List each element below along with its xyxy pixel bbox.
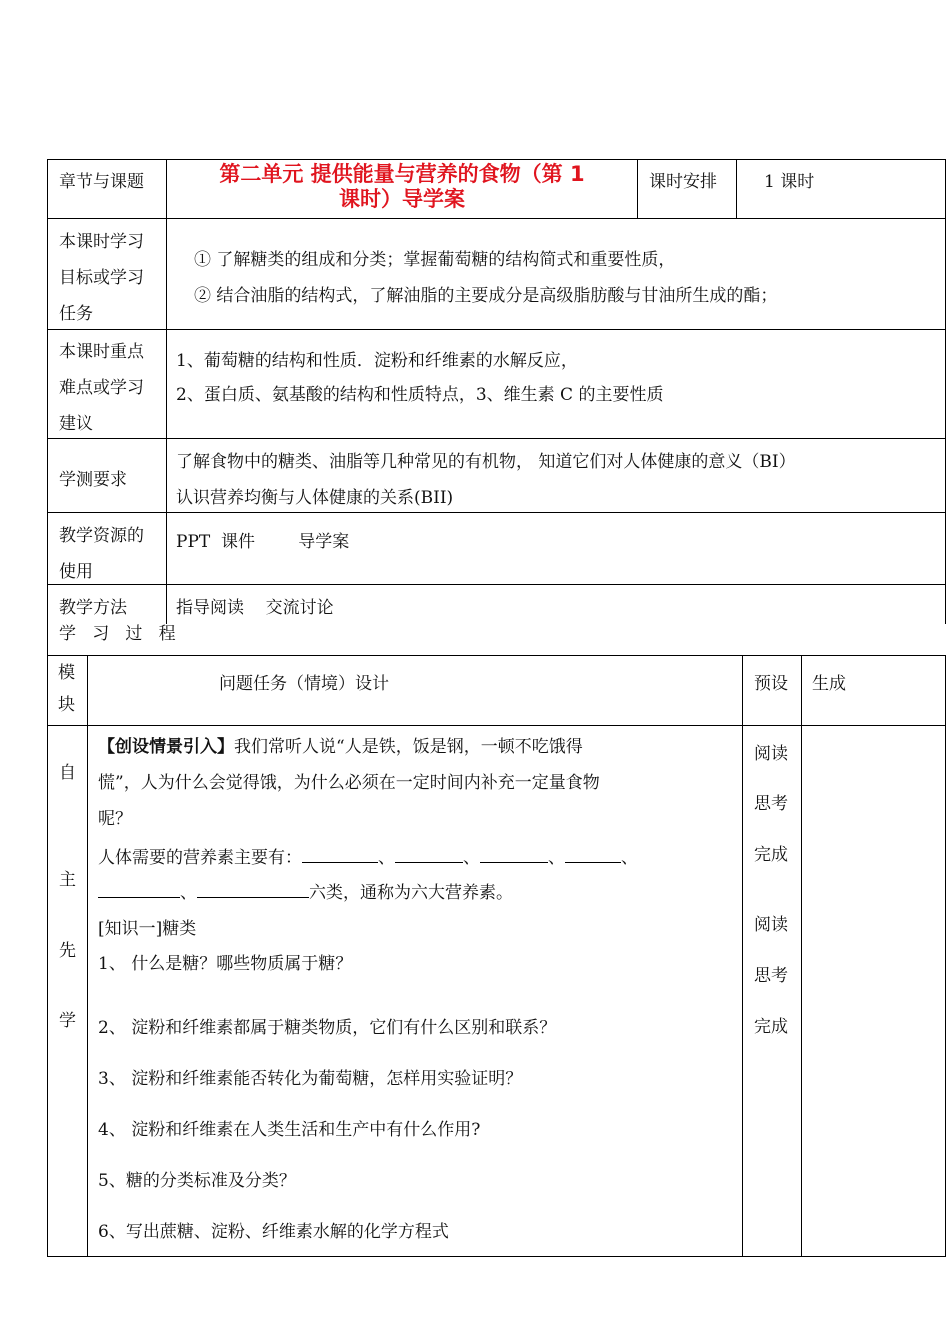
separator: 、 bbox=[378, 848, 395, 868]
goal-item: ① 了解糖类的组成和分类；掌握葡萄糖的结构简式和重要性质， bbox=[194, 250, 676, 270]
method-value: 指导阅读 交流讨论 bbox=[176, 598, 334, 618]
table-row-divider bbox=[47, 438, 946, 439]
goals-label-line: 本课时学习 bbox=[59, 232, 144, 252]
method-label: 教学方法 bbox=[59, 598, 127, 618]
table-col-divider bbox=[166, 159, 167, 624]
col-module-char: 块 bbox=[58, 695, 75, 715]
module-name-char: 自 bbox=[59, 763, 76, 783]
table-col-divider bbox=[736, 159, 737, 218]
question-item: 6、写出蔗糖、淀粉、纤维素水解的化学方程式 bbox=[98, 1222, 449, 1242]
table-border-bottom bbox=[47, 1256, 946, 1257]
separator: 、 bbox=[180, 883, 197, 903]
nutrients-prefix: 人体需要的营养素主要有： bbox=[98, 848, 302, 868]
keypoints-label bbox=[59, 334, 144, 442]
blank-field[interactable] bbox=[395, 844, 463, 863]
question-item: 2、 淀粉和纤维素都属于糖类物质，它们有什么区别和联系？ bbox=[98, 1018, 557, 1038]
table-border-top bbox=[47, 159, 946, 160]
table-row-divider bbox=[47, 329, 946, 330]
module-name-char: 先 bbox=[59, 941, 76, 961]
table-border-right bbox=[945, 159, 946, 624]
schedule-label: 课时安排 bbox=[649, 172, 717, 192]
preset-item: 完成 bbox=[754, 1017, 788, 1037]
intro-line-1 bbox=[98, 730, 583, 764]
knowledge-heading: [知识一]糖类 bbox=[98, 919, 197, 939]
schedule-value: 1 课时 bbox=[764, 172, 815, 192]
table-border-right bbox=[945, 655, 946, 1257]
table-border-left bbox=[47, 159, 48, 1257]
col-preset-header: 预设 bbox=[754, 674, 788, 694]
preset-item: 阅读 bbox=[754, 915, 788, 935]
intro-line-2: 慌”，人为什么会觉得饿，为什么必须在一定时间内补充一定量食物 bbox=[98, 773, 600, 793]
table-row-divider bbox=[47, 218, 946, 219]
table-col-divider bbox=[742, 655, 743, 1257]
preset-item: 思考 bbox=[754, 794, 788, 814]
blank-field[interactable] bbox=[98, 879, 180, 898]
section-label: 章节与课题 bbox=[59, 172, 144, 192]
nutrients-line-2 bbox=[98, 876, 513, 910]
col-generate-header: 生成 bbox=[812, 674, 846, 694]
question-item: 5、糖的分类标准及分类？ bbox=[98, 1171, 296, 1191]
keypoints-label-line: 难点或学习 bbox=[59, 378, 144, 398]
goals-list bbox=[194, 242, 777, 314]
separator: 、 bbox=[621, 848, 638, 868]
table-row-divider bbox=[47, 584, 946, 585]
table-col-divider bbox=[87, 655, 88, 1257]
intro-line-3: 呢？ bbox=[98, 809, 132, 829]
requirements-label: 学测要求 bbox=[59, 470, 127, 490]
blank-field[interactable] bbox=[302, 844, 378, 863]
preset-item: 思考 bbox=[754, 966, 788, 986]
blank-field[interactable] bbox=[480, 844, 548, 863]
goals-label-line: 目标或学习 bbox=[59, 268, 144, 288]
lesson-title-line2: 课时）导学案 bbox=[339, 187, 465, 211]
blank-field[interactable] bbox=[197, 879, 309, 898]
preset-item: 阅读 bbox=[754, 744, 788, 764]
resources-label-line: 教学资源的 bbox=[59, 526, 144, 546]
separator: 、 bbox=[463, 848, 480, 868]
question-item: 3、 淀粉和纤维素能否转化为葡萄糖，怎样用实验证明？ bbox=[98, 1069, 523, 1089]
blank-field[interactable] bbox=[565, 844, 621, 863]
separator: 、 bbox=[548, 848, 565, 868]
process-heading: 学 习 过 程 bbox=[59, 624, 176, 644]
nutrients-suffix: 六类，通称为六大营养素。 bbox=[309, 883, 513, 903]
intro-text: 我们常听人说“人是铁，饭是钢，一顿不吃饿得 bbox=[234, 737, 583, 757]
requirements-list bbox=[176, 444, 796, 516]
table-col-divider bbox=[801, 655, 802, 1257]
resources-label bbox=[59, 518, 144, 590]
keypoint-item: 1、葡萄糖的结构和性质．淀粉和纤维素的水解反应， bbox=[176, 351, 578, 371]
table-col-divider bbox=[637, 159, 638, 218]
table-row-divider bbox=[47, 725, 946, 726]
table-row-divider bbox=[47, 655, 946, 656]
keypoints-list bbox=[176, 344, 663, 412]
keypoint-item: 2、蛋白质、氨基酸的结构和性质特点，3、维生素 C 的主要性质 bbox=[176, 385, 664, 405]
col-module-char: 模 bbox=[58, 663, 75, 683]
lesson-title-line1: 第二单元 提供能量与营养的食物（第 1 bbox=[219, 162, 585, 186]
preset-item: 完成 bbox=[754, 845, 788, 865]
resources-value: PPT 课件 导学案 bbox=[176, 532, 350, 552]
lesson-title bbox=[172, 162, 632, 212]
goal-item: ② 结合油脂的结构式，了解油脂的主要成分是高级脂肪酸与甘油所生成的酯； bbox=[194, 286, 778, 306]
module-name-char: 学 bbox=[59, 1011, 76, 1031]
question-item: 4、 淀粉和纤维素在人类生活和生产中有什么作用? bbox=[98, 1120, 481, 1140]
keypoints-label-line: 建议 bbox=[59, 414, 93, 434]
module-name-char: 主 bbox=[59, 870, 76, 890]
col-design-header: 问题任务（情境）设计 bbox=[219, 674, 389, 694]
intro-heading: 【创设情景引入】 bbox=[98, 737, 234, 757]
goals-label bbox=[59, 224, 144, 332]
col-module-header bbox=[58, 657, 75, 721]
requirement-item: 了解食物中的糖类、油脂等几种常见的有机物， 知道它们对人体健康的意义（BI） bbox=[176, 452, 796, 472]
goals-label-line: 任务 bbox=[59, 304, 93, 324]
keypoints-label-line: 本课时重点 bbox=[59, 342, 144, 362]
requirement-item: 认识营养均衡与人体健康的关系(BII) bbox=[176, 488, 454, 508]
question-item: 1、 什么是糖？哪些物质属于糖？ bbox=[98, 954, 353, 974]
nutrients-line-1 bbox=[98, 841, 638, 875]
resources-label-line: 使用 bbox=[59, 562, 93, 582]
